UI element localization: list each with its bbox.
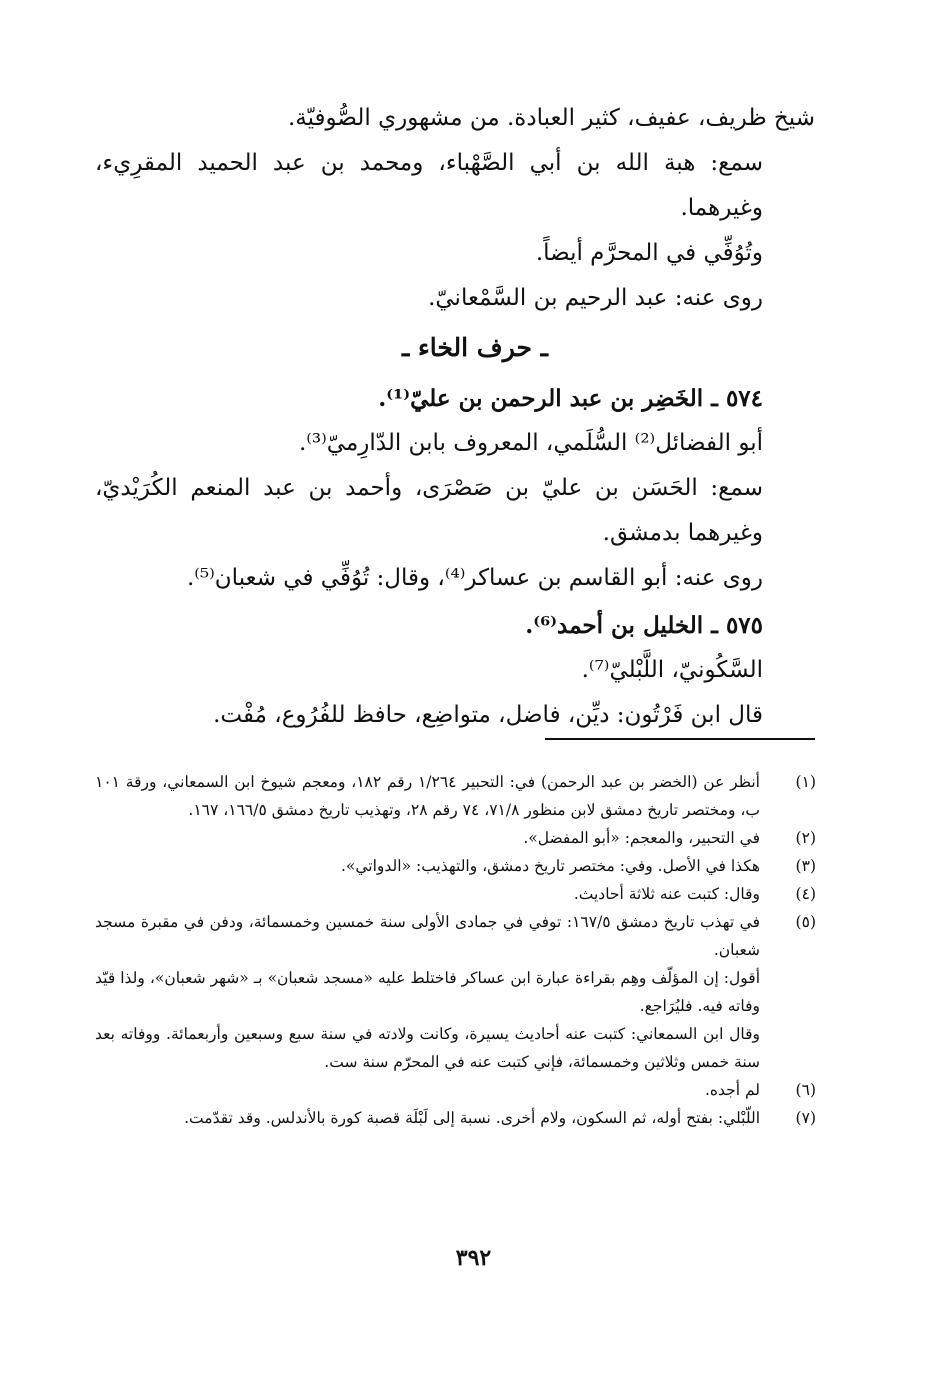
- footnote-3: [95, 852, 820, 880]
- text-line: سمع: هبة الله بن أبي الصَّهْباء، ومحمد بن عبد الحميد المقرِيء، وغيرهما.: [95, 150, 763, 221]
- main-text: [95, 96, 815, 738]
- footnote-number: (٧): [795, 1109, 816, 1127]
- page-number: ٣٩٢: [455, 1245, 492, 1271]
- text-line: روى عنه: عبد الرحيم بن السَّمْعانيّ.: [428, 285, 763, 311]
- text-line: أبو الفضائل⁽²⁾ السُّلَمي، المعروف بابن الدّارِميّ⁽³⁾.: [298, 430, 763, 456]
- footnote-text: وقال: كتبت عنه ثلاثة أحاديث.: [573, 885, 760, 903]
- footnote-4: [95, 880, 820, 908]
- footnote-number: (٤): [795, 885, 816, 903]
- footnote-text: أنظر عن (الخضر بن عبد الرحمن) في: التحبير ١/٢٦٤ رقم ١٨٢، ومعجم شيوخ ابن السمعاني، ورقة ١٠١ ب، ومختصر تاريخ دمشق لابن منظور ٧١/٨، ٧٤ رقم ٢٨، وتهذيب تاريخ دمشق ١٦٦/٥، ١٦٧.: [95, 773, 760, 819]
- footnote-2: [95, 824, 820, 852]
- footnote-text: في تهذب تاريخ دمشق ١٦٧/٥: توفي في جمادى الأولى سنة خمسين وخمسمائة، ودفن في مقبرة مسجد شعبان.: [95, 913, 760, 959]
- entry-heading-574: ٥٧٤ ـ الخَضِر بن عبد الرحمن بن عليّ⁽¹⁾.: [378, 385, 763, 412]
- text-line: وتُوُفِّي في المحرَّم أيضاً.: [535, 240, 763, 266]
- footnote-number: (٥): [795, 913, 816, 931]
- footnotes: [95, 768, 820, 1132]
- footnote-number: (٢): [795, 829, 816, 847]
- footnote-number: (٦): [795, 1081, 816, 1099]
- footnote-1: [95, 768, 820, 824]
- entry-heading-575: ٥٧٥ ـ الخليل بن أحمد⁽⁶⁾.: [525, 612, 763, 639]
- footnote-text: في التحبير، والمعجم: «أبو المفضل».: [523, 829, 760, 847]
- footnote-7: [95, 1104, 820, 1132]
- footnote-6: [95, 1076, 820, 1104]
- text-line: السَّكُونيّ، اللَّبْليّ⁽⁷⁾.: [581, 657, 763, 683]
- section-heading: ـ حرف الخاء ـ: [402, 333, 548, 362]
- text-line: سمع: الحَسَن بن عليّ بن صَصْرَى، وأحمد بن عبد المنعم الكُرَيْديّ، وغيرهما بدمشق.: [95, 475, 763, 546]
- footnote-5: [95, 908, 820, 964]
- text-line: روى عنه: أبو القاسم بن عساكر⁽⁴⁾، وقال: تُوُفِّي في شعبان⁽⁵⁾.: [186, 565, 763, 591]
- footnote-text: هكذا في الأصل. وفي: مختصر تاريخ دمشق، والتهذيب: «الدواتي».: [340, 857, 760, 875]
- footnote-divider: [545, 738, 815, 740]
- text-line: شيخ ظريف، عفيف، كثير العبادة. من مشهوري الصُّوفيّة.: [287, 105, 815, 131]
- text-line: قال ابن فَرْتُون: ديِّن، فاضل، متواضِع، حافظ للفُرُوع، مُفْت.: [213, 702, 763, 728]
- footnote-text: اللّبْلي: بفتح أوله، ثم السكون، ولام أخرى. نسبة إلى لَبْلَة قصبة كورة بالأندلس. وقد تقدّمت.: [184, 1109, 760, 1127]
- footnote-number: (١): [795, 773, 816, 791]
- footnote-number: (٣): [795, 857, 816, 875]
- footnote-5-continuation: وقال ابن السمعاني: كتبت عنه أحاديث يسيرة، وكانت ولادته في سنة سبع وسبعين وأربعمائة. ووفاته بعد سنة خمس وثلاثين وخمسمائة، فإني كتبت عنه في المحرّم سنة ست.: [95, 1025, 760, 1071]
- footnote-text: لم أجده.: [704, 1081, 760, 1099]
- footnote-5-continuation: أقول: إن المؤلّف وهِم بقراءة عبارة ابن عساكر فاختلط عليه «مسجد شعبان» بـ «شهر شعبان»، ولذا قيّد وفاته فيه. فليُرَاجع.: [95, 969, 760, 1015]
